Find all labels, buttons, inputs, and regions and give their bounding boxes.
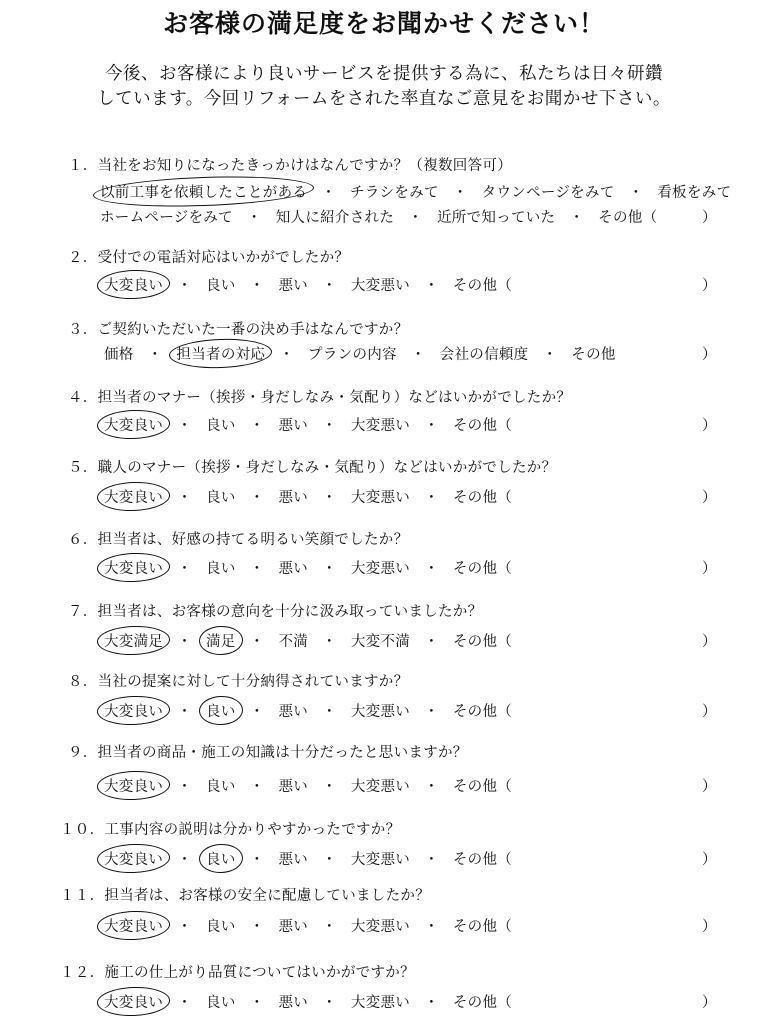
- answer-circled: 良い: [206, 700, 236, 721]
- question-9-options: 大変良い ・ 良い ・ 悪い ・ 大変悪い ・ その他（: [104, 775, 512, 796]
- question-5-options: 大変良い ・ 良い ・ 悪い ・ 大変悪い ・ その他（: [104, 486, 512, 507]
- answer-circled: 大変良い: [104, 915, 163, 936]
- close-paren: ）: [702, 210, 717, 226]
- close-paren: ）: [702, 418, 717, 434]
- close-paren: ）: [702, 779, 717, 795]
- answer-circled: 大変良い: [104, 775, 163, 796]
- question-8-options: 大変良い ・ 良い ・ 悪い ・ 大変悪い ・ その他（: [104, 700, 512, 721]
- close-paren: ）: [702, 852, 717, 868]
- survey-title: お客様の満足度をお聞かせください！: [162, 9, 605, 38]
- question-12-options: 大変良い ・ 良い ・ 悪い ・ 大変悪い ・ その他（: [104, 991, 512, 1012]
- answer-circled: 満足: [206, 630, 236, 651]
- close-paren: ）: [702, 704, 717, 720]
- question-2-options: 大変良い ・ 良い ・ 悪い ・ 大変悪い ・ その他（: [104, 274, 512, 295]
- close-paren: ）: [702, 995, 717, 1011]
- close-paren: ）: [702, 634, 717, 650]
- question-1-options-line-1: 以前工事を依頼したことがある ・ チラシをみて ・ タウンページをみて ・ 看板をみて: [100, 181, 731, 202]
- close-paren: ）: [702, 278, 717, 294]
- question-1-options-line-2: ホームページをみて ・ 知人に紹介された ・ 近所で知っていた ・ その他（: [100, 210, 658, 226]
- question-5-text: ５．職人のマナー（挨拶・身だしなみ・気配り）などはいかがでしたか？: [68, 460, 557, 476]
- close-paren: ）: [702, 490, 717, 506]
- intro-line-1: 今後、お客様により良いサービスを提供する為に、私たちは日々研鑽: [105, 64, 663, 84]
- question-6-text: ６．担当者は、好感の持てる明るい笑顔でしたか？: [68, 532, 409, 548]
- answer-circled: 大変満足: [104, 630, 163, 651]
- question-11-text: １１．担当者は、お客様の安全に配慮していましたか？: [60, 888, 430, 904]
- question-3-options: 価格 ・ 担当者の対応 ・ プランの内容 ・ 会社の信頼度 ・ その他: [104, 343, 616, 364]
- answer-circled: 担当者の対応: [176, 343, 265, 364]
- question-6-options: 大変良い ・ 良い ・ 悪い ・ 大変悪い ・ その他（: [104, 557, 512, 578]
- answer-circled: 以前工事を依頼したことがある: [100, 181, 307, 202]
- question-10-options: 大変良い ・ 良い ・ 悪い ・ 大変悪い ・ その他（: [104, 848, 512, 869]
- question-4-text: ４．担当者のマナー（挨拶・身だしなみ・気配り）などはいかがでしたか？: [68, 390, 572, 406]
- question-1-text: １．当社をお知りになったきっかけはなんですか？（複数回答可）: [68, 158, 512, 174]
- question-7-options: 大変満足 ・ 満足 ・ 不満 ・ 大変不満 ・ その他（: [104, 630, 512, 651]
- answer-circled: 大変良い: [104, 486, 163, 507]
- intro-line-2: しています。今回リフォームをされた率直なご意見をお聞かせ下さい。: [97, 89, 671, 109]
- answer-circled: 良い: [206, 848, 236, 869]
- question-4-options: 大変良い ・ 良い ・ 悪い ・ 大変悪い ・ その他（: [104, 414, 512, 435]
- question-7-text: ７．担当者は、お客様の意向を十分に汲み取っていましたか？: [68, 604, 483, 620]
- question-12-text: １２．施工の仕上がり品質についてはいかがですか？: [60, 965, 415, 981]
- question-11-options: 大変良い ・ 良い ・ 悪い ・ 大変悪い ・ その他（: [104, 915, 512, 936]
- question-8-text: ８．当社の提案に対して十分納得されていますか？: [68, 674, 409, 690]
- answer-circled: 大変良い: [104, 991, 163, 1012]
- answer-circled: 大変良い: [104, 274, 163, 295]
- question-10-text: １０．工事内容の説明は分かりやすかったですか？: [60, 822, 401, 838]
- answer-circled: 大変良い: [104, 700, 163, 721]
- close-paren: ）: [702, 919, 717, 935]
- answer-circled: 大変良い: [104, 557, 163, 578]
- close-paren: ）: [702, 347, 717, 363]
- question-3-text: ３．ご契約いただいた一番の決め手はなんですか？: [68, 322, 409, 338]
- answer-circled: 大変良い: [104, 848, 163, 869]
- answer-circled: 大変良い: [104, 414, 163, 435]
- question-9-text: ９．担当者の商品・施工の知識は十分だったと思いますか？: [68, 745, 468, 761]
- question-2-text: ２．受付での電話対応はいかがでしたか？: [68, 250, 350, 266]
- close-paren: ）: [702, 561, 717, 577]
